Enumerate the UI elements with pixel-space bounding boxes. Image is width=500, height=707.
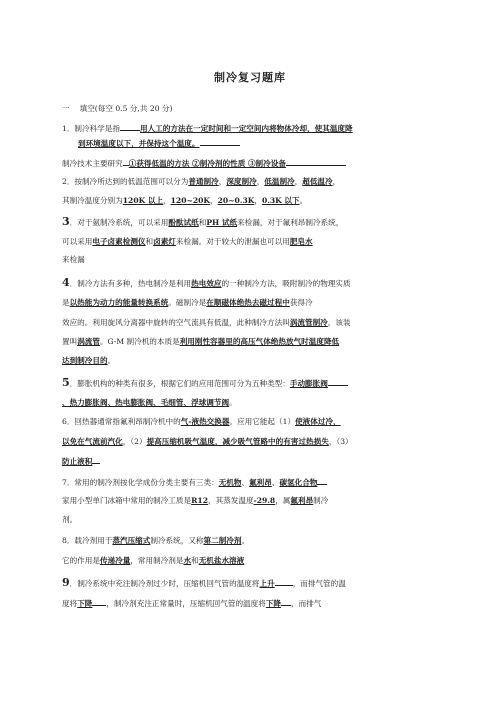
q8-text: 8．载冷剂用于: [62, 536, 113, 545]
q8-answer-5: 无机盐水溶液: [198, 556, 245, 565]
q2-text: 2．按制冷所达到的低温范围可以分为: [62, 177, 189, 186]
question-2-line-1: 2．按制冷所达到的低温范围可以分为普通制冷，深度制冷，低温制冷，超低温冷，: [62, 177, 341, 186]
q5-answer-2: 、热力膨胀阀: [62, 398, 108, 407]
q7-text-d: ，属: [275, 496, 291, 505]
q3-text-b: 和: [198, 218, 207, 227]
q7-answer-4: R12: [191, 496, 208, 505]
q6-text: 6．回热器通常指氟利昂制冷机中的: [62, 417, 181, 426]
question-1-line-1: [62, 122, 462, 135]
q7-text-c: ，其蒸发温度: [207, 496, 254, 505]
question-1-line-2: [78, 137, 478, 150]
q8-text-d: 它的作用是: [62, 556, 100, 565]
q1-text: 1．制冷科学是指: [62, 124, 120, 133]
q1-text-b: 制冷技术主要研究: [62, 159, 123, 168]
question-5-line-1: [62, 377, 462, 390]
q2-answer-5: 120K 以上: [122, 196, 164, 205]
q8-answer-1: 蒸汽压缩式: [112, 536, 151, 545]
q3-answer-5: 肥皂水: [289, 237, 313, 246]
blank-gap: [92, 455, 100, 464]
question-8-line-2: [62, 555, 462, 567]
q7-text: 7．常用的制冷剂按化学成份分类主要有三类：: [62, 478, 219, 487]
q9-text: ．制冷系统中充注制冷剂过少时，压缩机回气管的温度将: [69, 579, 260, 588]
q5-number: 5: [62, 376, 70, 389]
blank-gap: [200, 137, 240, 146]
q2-answer-7: 20~0.3K: [217, 196, 255, 205]
q2-answer-3: 低温制冷: [264, 177, 295, 186]
question-1-line-3: [62, 157, 462, 170]
q4-answer-4: 涡流管制冷: [289, 318, 328, 327]
q7-answer-6: 氟利昂: [290, 496, 314, 505]
q3-text-d: 可以采用: [62, 237, 93, 246]
blank-gap: [281, 597, 291, 606]
q6-text-c: ，（2）: [122, 437, 147, 446]
q3-answer-4: 卤素灯: [153, 237, 176, 246]
q3-text: ．对于氨制冷系统，可以采用: [69, 218, 169, 227]
question-4-line-1: [62, 277, 462, 290]
question-9-line-1: [62, 577, 462, 590]
q2-answer-8: 0.3K 以下: [261, 196, 300, 205]
q4-answer-1: 热电效应: [191, 279, 222, 288]
q9-text-d: ，制冷剂充注正常量时，压缩机回气管的温度将: [106, 599, 266, 608]
q8-text-e: ，常用制冷剂是: [130, 556, 184, 565]
q5-answer-4: 、浮球调节阀: [183, 398, 230, 407]
q4-text-j: 。: [107, 356, 116, 365]
q9-answer-1: 上升: [259, 579, 275, 588]
q4-text-e: 获得冷: [289, 298, 313, 307]
q2-answer-2: 深度制冷: [226, 177, 257, 186]
q7-answer-2: 氟利昂: [249, 478, 272, 487]
q4-answer-3: 在顺磁体绝热去磁过程中: [206, 298, 290, 307]
q2-answer-1: 普通制冷: [188, 177, 219, 186]
q7-text-b: 家用小型单门冰箱中常用的制冷工质是: [62, 496, 192, 505]
q3-text-f: 来检漏。对于较大的泄漏也可以用: [175, 237, 290, 246]
question-7-line-2: [62, 495, 462, 507]
q2-answer-4: 超低温冷: [302, 177, 333, 186]
q4-answer-2: 以热能为动力的能量转换系统: [69, 298, 169, 307]
blank-gap: [328, 377, 348, 386]
q3-text-c: 来检漏，对于氟利昂制冷系统，: [237, 218, 344, 227]
question-8-line-1: [62, 535, 462, 547]
q3-text-e: 和: [145, 237, 154, 246]
q6-answer-2: 使液体过冷，: [295, 417, 341, 426]
q8-answer-4: 水: [183, 556, 192, 565]
question-3-line-2: [62, 236, 462, 248]
q6-text-d: ，（3）: [328, 437, 353, 446]
q6-answer-3: 以免在气流前汽化: [62, 437, 123, 446]
q9-answer-3: 下降: [265, 599, 282, 608]
blank-gap: [286, 157, 346, 166]
blank-gap: [92, 597, 106, 606]
q3-answer-2: PH 试纸: [206, 218, 238, 227]
q4-number: 4: [62, 276, 70, 289]
section-heading: 一 填空(每空 0.5 分,共 20 分): [62, 104, 173, 113]
q7-answer-1: 无机物: [218, 478, 242, 487]
question-6-line-1: [62, 416, 462, 428]
q4-text-h: 置叫: [62, 337, 78, 346]
q1-answer-2: 到环境温度以下，并保持这个温度。: [78, 139, 200, 148]
q3-answer-1: 酚酞试纸: [168, 218, 199, 227]
q6-answer-1: 气-液热交换器: [180, 417, 230, 426]
q5-text-b: 。: [229, 398, 237, 407]
q5-answer-3: 、热电膨胀阀、毛细管: [107, 398, 184, 407]
q9-number: 9: [62, 576, 70, 589]
question-7-line-3: 剂。: [62, 515, 78, 524]
q1-answer-1: 用人工的方法在一定时间和一定空间内将物体冷却，使其温度降: [140, 124, 353, 133]
question-6-line-3: [62, 455, 462, 468]
q4-text-f: 效应的。利用旋风分离器中旋转的空气流具有低温，此种制冷方法叫: [62, 318, 290, 327]
q1-answer-3: ①获得低温的方法 ②制冷剂的性质 ③制冷设备: [128, 159, 286, 168]
q7-answer-5: -29.8: [253, 496, 276, 505]
q4-text: ．制冷方法有多种，热电制冷是利用: [69, 279, 192, 288]
q3-answer-3: 电子卤素检测仪: [92, 237, 146, 246]
q5-text: ．膨胀机构的种类有很多，根据它们的应用范围可分为五种类型：: [69, 379, 290, 388]
q4-text-g: ，该装: [327, 318, 351, 327]
q4-text-b: 的一种制冷方法，吸附制冷的物理实质: [221, 279, 351, 288]
q4-answer-7: 达到制冷目的: [62, 356, 108, 365]
q3-number: 3: [62, 215, 70, 228]
q4-text-c: 是: [62, 298, 70, 307]
question-3-line-1: [62, 216, 462, 229]
q4-text-i: 。G-M 制冷机的本质是: [99, 337, 180, 346]
q6-answer-4: 提高压缩机吸气温度，减少吸气管路中的有害过热损失: [146, 437, 329, 446]
q8-text-c: 。: [241, 536, 250, 545]
q7-answer-3: 碳氢化合物: [279, 478, 318, 487]
page-title: 制冷复习题库: [214, 71, 286, 84]
question-4-line-4: [62, 336, 462, 348]
q8-text-f: 和: [191, 556, 199, 565]
q9-text-b: ，而排气管的温: [292, 579, 346, 588]
q4-answer-6: 利用刚性容器里的高压气体绝热放气时温度降低: [179, 337, 340, 346]
question-5-line-2: [62, 397, 462, 409]
blank-gap: [275, 577, 293, 586]
q4-text-d: 。磁制冷是: [168, 298, 207, 307]
blank-gap: [120, 122, 140, 131]
q2-text-b: 其制冷温度分别为: [62, 196, 123, 205]
q4-answer-5: 涡流管: [77, 337, 100, 346]
q7-text-e: 制冷: [313, 496, 329, 505]
question-4-line-3: [62, 317, 462, 329]
q8-answer-2: 第二制冷剂: [203, 536, 242, 545]
q9-text-e: ，而排气: [291, 599, 322, 608]
question-4-line-2: [62, 297, 462, 309]
q6-answer-5: 防止液积: [62, 457, 93, 466]
blank-gap: [317, 476, 327, 485]
q6-text-b: 。应用它能起（1）: [229, 417, 296, 426]
question-2-line-2: 其制冷温度分别为120K 以上，120~20K，20~0.3K，0.3K 以下。: [62, 196, 308, 205]
question-4-line-5: [62, 355, 462, 367]
question-7-line-1: 7．常用的制冷剂按化学成份分类主要有三类：无机物、氟利昂、碳氢化合物: [62, 476, 462, 489]
q8-answer-3: 传递冷量: [99, 556, 131, 565]
q8-text-b: 制冷系统，又称: [150, 536, 204, 545]
q9-text-c: 度将: [62, 599, 78, 608]
question-3-line-3: 来检漏: [62, 255, 85, 264]
question-9-line-2: [62, 597, 462, 610]
question-6-line-2: [62, 436, 462, 448]
q5-answer-1: 手动膨胀阀: [289, 379, 328, 388]
q2-answer-6: 120~20K: [170, 196, 211, 205]
q9-answer-2: 下降: [77, 599, 93, 608]
